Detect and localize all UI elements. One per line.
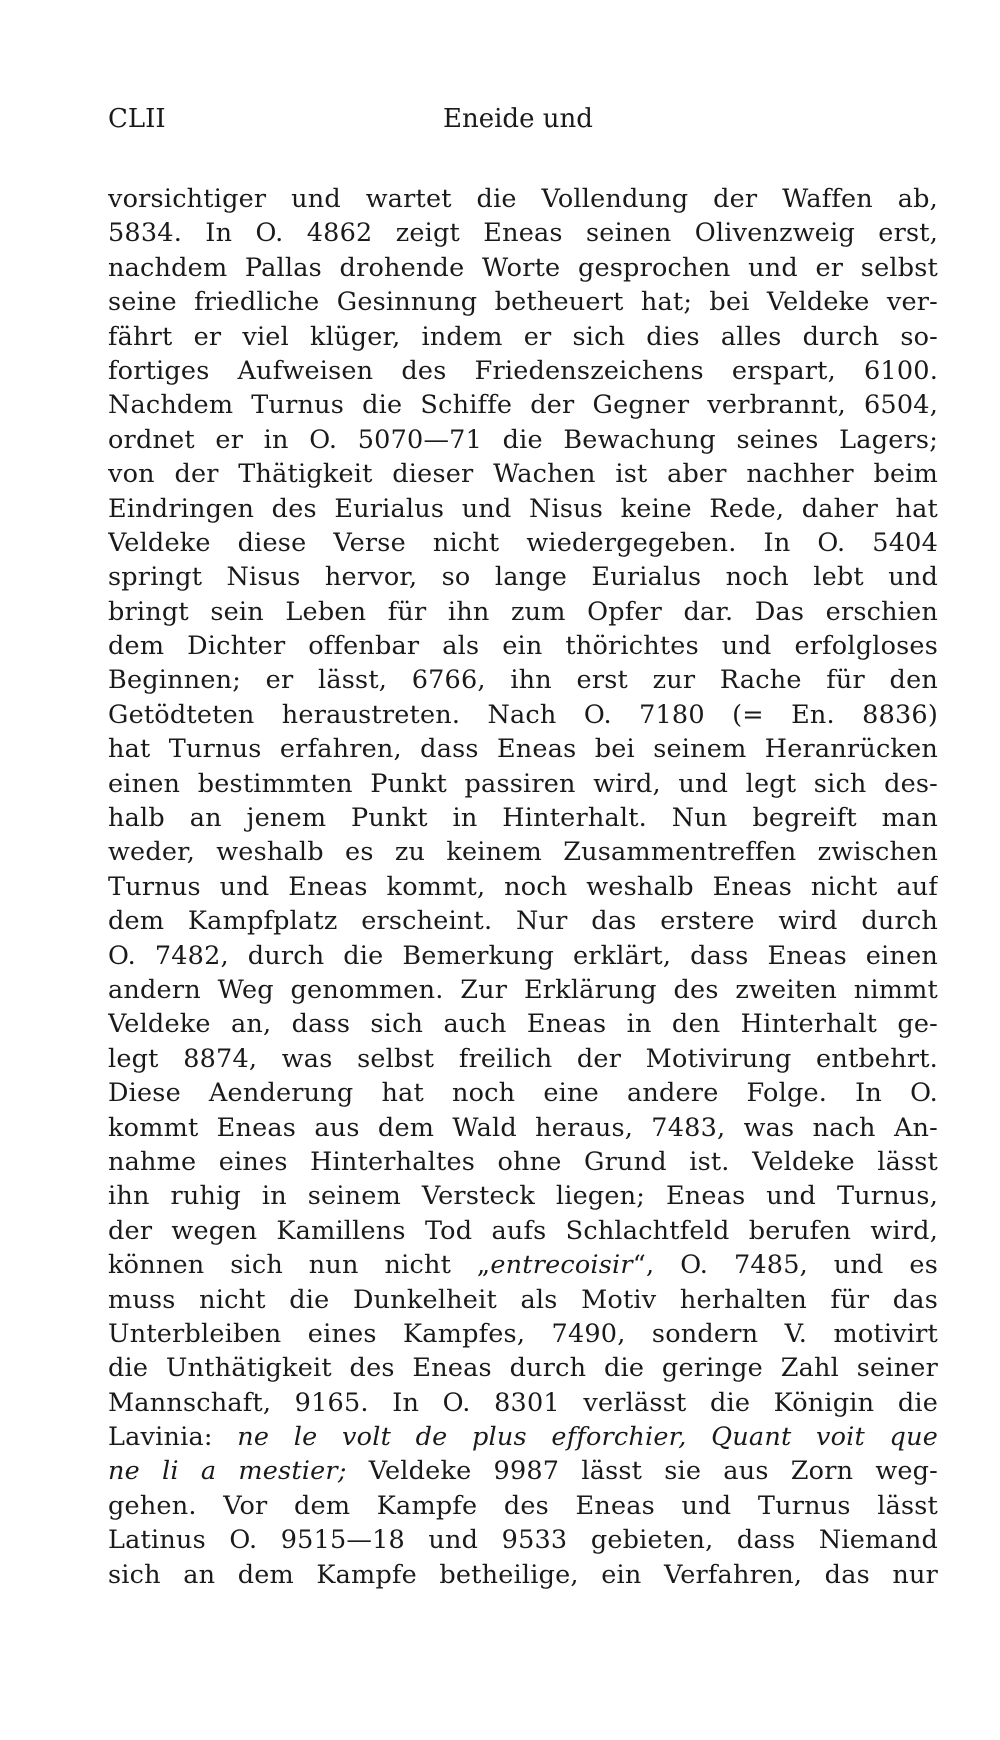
text-line — [108, 870, 938, 904]
text-line — [108, 1351, 938, 1385]
text-segment: Beginnen; er lässt, 6766, ihn erst zur Rache für den — [108, 665, 938, 696]
text-line — [108, 939, 938, 973]
text-segment: Lavinia: — [108, 1422, 238, 1453]
text-line — [108, 629, 938, 663]
text-segment: der wegen Kamillens Tod aufs Schlachtfeld berufen wird, — [108, 1215, 938, 1246]
text-segment: hat Turnus erfahren, dass Eneas bei seinem Heranrücken — [108, 734, 938, 765]
text-line — [108, 354, 938, 388]
text-line — [108, 1248, 938, 1282]
text-segment: Mannschaft, 9165. In O. 8301 verlässt die Königin die — [108, 1387, 938, 1418]
body-paragraph — [108, 182, 938, 1592]
text-segment: Veldeke diese Verse nicht wiedergegeben. In O. 5404 — [108, 527, 938, 558]
text-line — [108, 388, 938, 422]
text-segment: weder, weshalb es zu keinem Zusammentreffen zwischen — [108, 837, 938, 868]
text-segment: Nachdem Turnus die Schiffe der Gegner verbrannt, 6504, — [108, 390, 938, 421]
text-line — [108, 285, 938, 319]
text-line — [108, 1523, 938, 1557]
text-segment: seine friedliche Gesinnung betheuert hat; bei Veldeke ver- — [108, 287, 938, 318]
text-segment: nachdem Pallas drohende Worte gesprochen und er selbst — [108, 252, 938, 283]
text-segment: fährt er viel klüger, indem er sich dies alles durch so- — [108, 321, 938, 352]
text-segment: die Unthätigkeit des Eneas durch die geringe Zahl seiner — [108, 1353, 938, 1384]
text-line — [108, 526, 938, 560]
text-segment: Unterbleiben eines Kampfes, 7490, sondern V. motivirt — [108, 1318, 938, 1349]
text-segment: O. 7482, durch die Bemerkung erklärt, dass Eneas einen — [108, 940, 938, 971]
text-segment: Veldeke an, dass sich auch Eneas in den Hinterhalt ge- — [108, 1009, 938, 1040]
text-segment: Eindringen des Eurialus und Nisus keine Rede, daher hat — [108, 493, 938, 524]
text-line — [108, 1489, 938, 1523]
text-segment: nahme eines Hinterhaltes ohne Grund ist. Veldeke lässt — [108, 1146, 938, 1177]
text-segment: Diese Aenderung hat noch eine andere Folge. In O. — [108, 1078, 938, 1109]
text-line — [108, 1214, 938, 1248]
text-line — [108, 492, 938, 526]
text-line — [108, 698, 938, 732]
text-line — [108, 251, 938, 285]
text-segment: springt Nisus hervor, so lange Eurialus noch lebt und — [108, 562, 938, 593]
text-segment: ihn ruhig in seinem Versteck liegen; Eneas und Turnus, — [108, 1181, 938, 1212]
text-line — [108, 904, 938, 938]
text-line — [108, 320, 938, 354]
text-line — [108, 1111, 938, 1145]
text-line — [108, 1317, 938, 1351]
page-header — [96, 104, 938, 140]
text-segment: können sich nun nicht „ — [108, 1250, 491, 1281]
text-segment: kommt Eneas aus dem Wald heraus, 7483, was nach An- — [108, 1112, 938, 1143]
text-line — [108, 767, 938, 801]
running-title: Eneide und — [443, 104, 593, 134]
text-line — [108, 732, 938, 766]
text-segment: Getödteten heraustreten. Nach O. 7180 (= En. 8836) — [108, 699, 938, 730]
text-segment: von der Thätigkeit dieser Wachen ist aber nachher beim — [108, 459, 938, 490]
text-segment: halb an jenem Punkt in Hinterhalt. Nun begreift man — [108, 803, 938, 834]
text-line — [108, 1283, 938, 1317]
text-segment: andern Weg genommen. Zur Erklärung des zweiten nimmt — [108, 974, 938, 1005]
text-segment: Latinus O. 9515—18 und 9533 gebieten, dass Niemand — [108, 1525, 938, 1556]
italic-text-segment: ne le volt de plus efforchier, Quant voit que — [237, 1422, 938, 1453]
text-line — [108, 423, 938, 457]
text-line — [108, 973, 938, 1007]
text-line — [108, 216, 938, 250]
text-segment: legt 8874, was selbst freilich der Motivirung entbehrt. — [108, 1043, 938, 1074]
text-line — [108, 1007, 938, 1041]
text-segment: ordnet er in O. 5070—71 die Bewachung seines Lagers; — [108, 424, 938, 455]
text-segment: bringt sein Leben für ihn zum Opfer dar. Das erschien — [108, 596, 938, 627]
text-segment: einen bestimmten Punkt passiren wird, und legt sich des- — [108, 768, 938, 799]
text-line — [108, 1042, 938, 1076]
text-line — [108, 1420, 938, 1454]
text-line — [108, 457, 938, 491]
text-segment: fortiges Aufweisen des Friedenszeichens erspart, 6100. — [108, 355, 938, 386]
italic-text-segment: entrecoisir — [490, 1250, 633, 1281]
text-segment: dem Kampfplatz erscheint. Nur das erstere wird durch — [108, 906, 938, 937]
text-line — [108, 835, 938, 869]
text-segment: 5834. In O. 4862 zeigt Eneas seinen Olivenzweig erst, — [108, 218, 938, 249]
text-line — [108, 663, 938, 697]
text-line — [108, 1386, 938, 1420]
text-segment: “, O. 7485, und es — [632, 1250, 938, 1281]
text-segment: gehen. Vor dem Kampfe des Eneas und Turnus lässt — [108, 1490, 938, 1521]
text-line — [108, 1076, 938, 1110]
text-line — [108, 1454, 938, 1488]
text-segment: muss nicht die Dunkelheit als Motiv herhalten für das — [108, 1284, 938, 1315]
text-segment: sich an dem Kampfe betheilige, ein Verfahren, das nur — [108, 1559, 938, 1590]
text-line — [108, 1558, 938, 1592]
text-line — [108, 595, 938, 629]
text-segment: Turnus und Eneas kommt, noch weshalb Eneas nicht auf — [108, 871, 938, 902]
text-segment: vorsichtiger und wartet die Vollendung der Waffen ab, — [108, 184, 938, 214]
text-segment: Veldeke 9987 lässt sie aus Zorn weg- — [346, 1456, 938, 1487]
text-line — [108, 801, 938, 835]
text-line — [108, 1145, 938, 1179]
italic-text-segment: ne li a mestier; — [108, 1456, 347, 1487]
text-line — [108, 560, 938, 594]
text-segment: dem Dichter offenbar als ein thörichtes und erfolgloses — [108, 631, 938, 662]
text-line — [108, 1179, 938, 1213]
page-number: CLII — [108, 104, 166, 134]
text-line — [108, 182, 938, 216]
